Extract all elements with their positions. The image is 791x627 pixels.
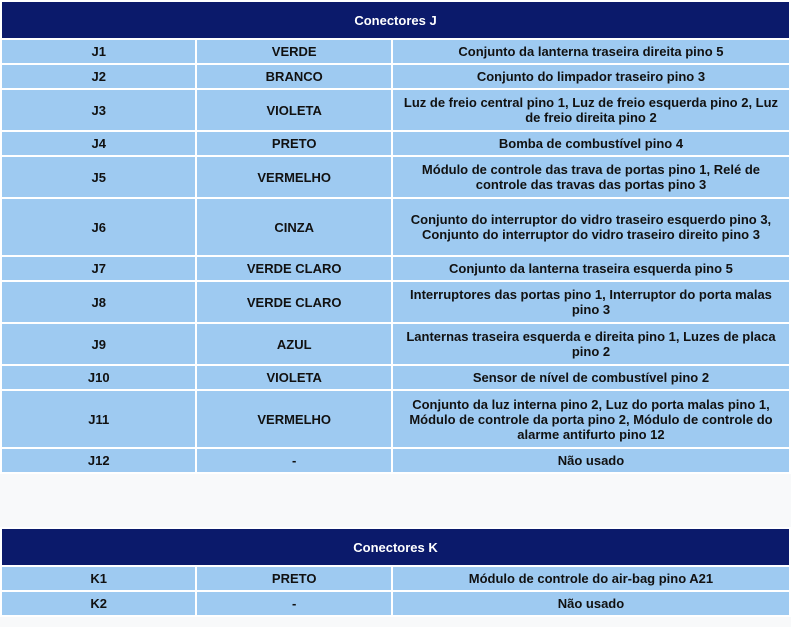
- pin-cell: J7: [2, 257, 195, 280]
- table-row: [2, 366, 789, 389]
- table-title: Conectores J: [2, 2, 789, 38]
- table-row: [2, 592, 789, 615]
- wire-color-cell: CINZA: [197, 199, 390, 255]
- pin-cell: J11: [2, 391, 195, 447]
- table-row: [2, 199, 789, 255]
- table-row: [2, 449, 789, 472]
- wire-color-cell: VIOLETA: [197, 366, 390, 389]
- table-row: [2, 40, 789, 63]
- pin-cell: J8: [2, 282, 195, 322]
- table-row: [2, 65, 789, 88]
- description-cell: Lanternas traseira esquerda e direita pino 1, Luzes de placa pino 2: [393, 324, 789, 364]
- description-cell: Conjunto do interruptor do vidro traseiro esquerdo pino 3, Conjunto do interruptor do vidro traseiro direito pino 3: [393, 199, 789, 255]
- wire-color-cell: BRANCO: [197, 65, 390, 88]
- description-cell: Não usado: [393, 449, 789, 472]
- table-title: Conectores K: [2, 529, 789, 565]
- description-cell: Conjunto do limpador traseiro pino 3: [393, 65, 789, 88]
- pin-cell: J6: [2, 199, 195, 255]
- wire-color-cell: PRETO: [197, 567, 390, 590]
- connectors-k-table: [0, 527, 791, 617]
- pin-cell: J5: [2, 157, 195, 197]
- pin-cell: J2: [2, 65, 195, 88]
- pin-cell: J1: [2, 40, 195, 63]
- wire-color-cell: -: [197, 592, 390, 615]
- wire-color-cell: VERMELHO: [197, 391, 390, 447]
- pin-cell: J9: [2, 324, 195, 364]
- description-cell: Conjunto da luz interna pino 2, Luz do porta malas pino 1, Módulo de controle da porta pino 2, Módulo de controle do alarme antifurto pino 12: [393, 391, 789, 447]
- wire-color-cell: AZUL: [197, 324, 390, 364]
- table-row: [2, 257, 789, 280]
- table-row: [2, 324, 789, 364]
- description-cell: Luz de freio central pino 1, Luz de freio esquerda pino 2, Luz de freio direita pino 2: [393, 90, 789, 130]
- description-cell: Conjunto da lanterna traseira direita pino 5: [393, 40, 789, 63]
- description-cell: Interruptores das portas pino 1, Interruptor do porta malas pino 3: [393, 282, 789, 322]
- table-row: [2, 90, 789, 130]
- table-row: [2, 567, 789, 590]
- description-cell: Conjunto da lanterna traseira esquerda pino 5: [393, 257, 789, 280]
- table-row: [2, 157, 789, 197]
- wire-color-cell: VIOLETA: [197, 90, 390, 130]
- table-row: [2, 391, 789, 447]
- description-cell: Módulo de controle das trava de portas pino 1, Relé de controle das travas das portas pino 3: [393, 157, 789, 197]
- wire-color-cell: PRETO: [197, 132, 390, 155]
- wire-color-cell: VERDE: [197, 40, 390, 63]
- description-cell: Bomba de combustível pino 4: [393, 132, 789, 155]
- pin-cell: J12: [2, 449, 195, 472]
- wire-color-cell: VERDE CLARO: [197, 282, 390, 322]
- description-cell: Não usado: [393, 592, 789, 615]
- pin-cell: K1: [2, 567, 195, 590]
- wire-color-cell: -: [197, 449, 390, 472]
- pin-cell: K2: [2, 592, 195, 615]
- description-cell: Módulo de controle do air-bag pino A21: [393, 567, 789, 590]
- pin-cell: J10: [2, 366, 195, 389]
- wire-color-cell: VERMELHO: [197, 157, 390, 197]
- table-row: [2, 282, 789, 322]
- table-row: [2, 132, 789, 155]
- pin-cell: J4: [2, 132, 195, 155]
- description-cell: Sensor de nível de combustível pino 2: [393, 366, 789, 389]
- wire-color-cell: VERDE CLARO: [197, 257, 390, 280]
- pin-cell: J3: [2, 90, 195, 130]
